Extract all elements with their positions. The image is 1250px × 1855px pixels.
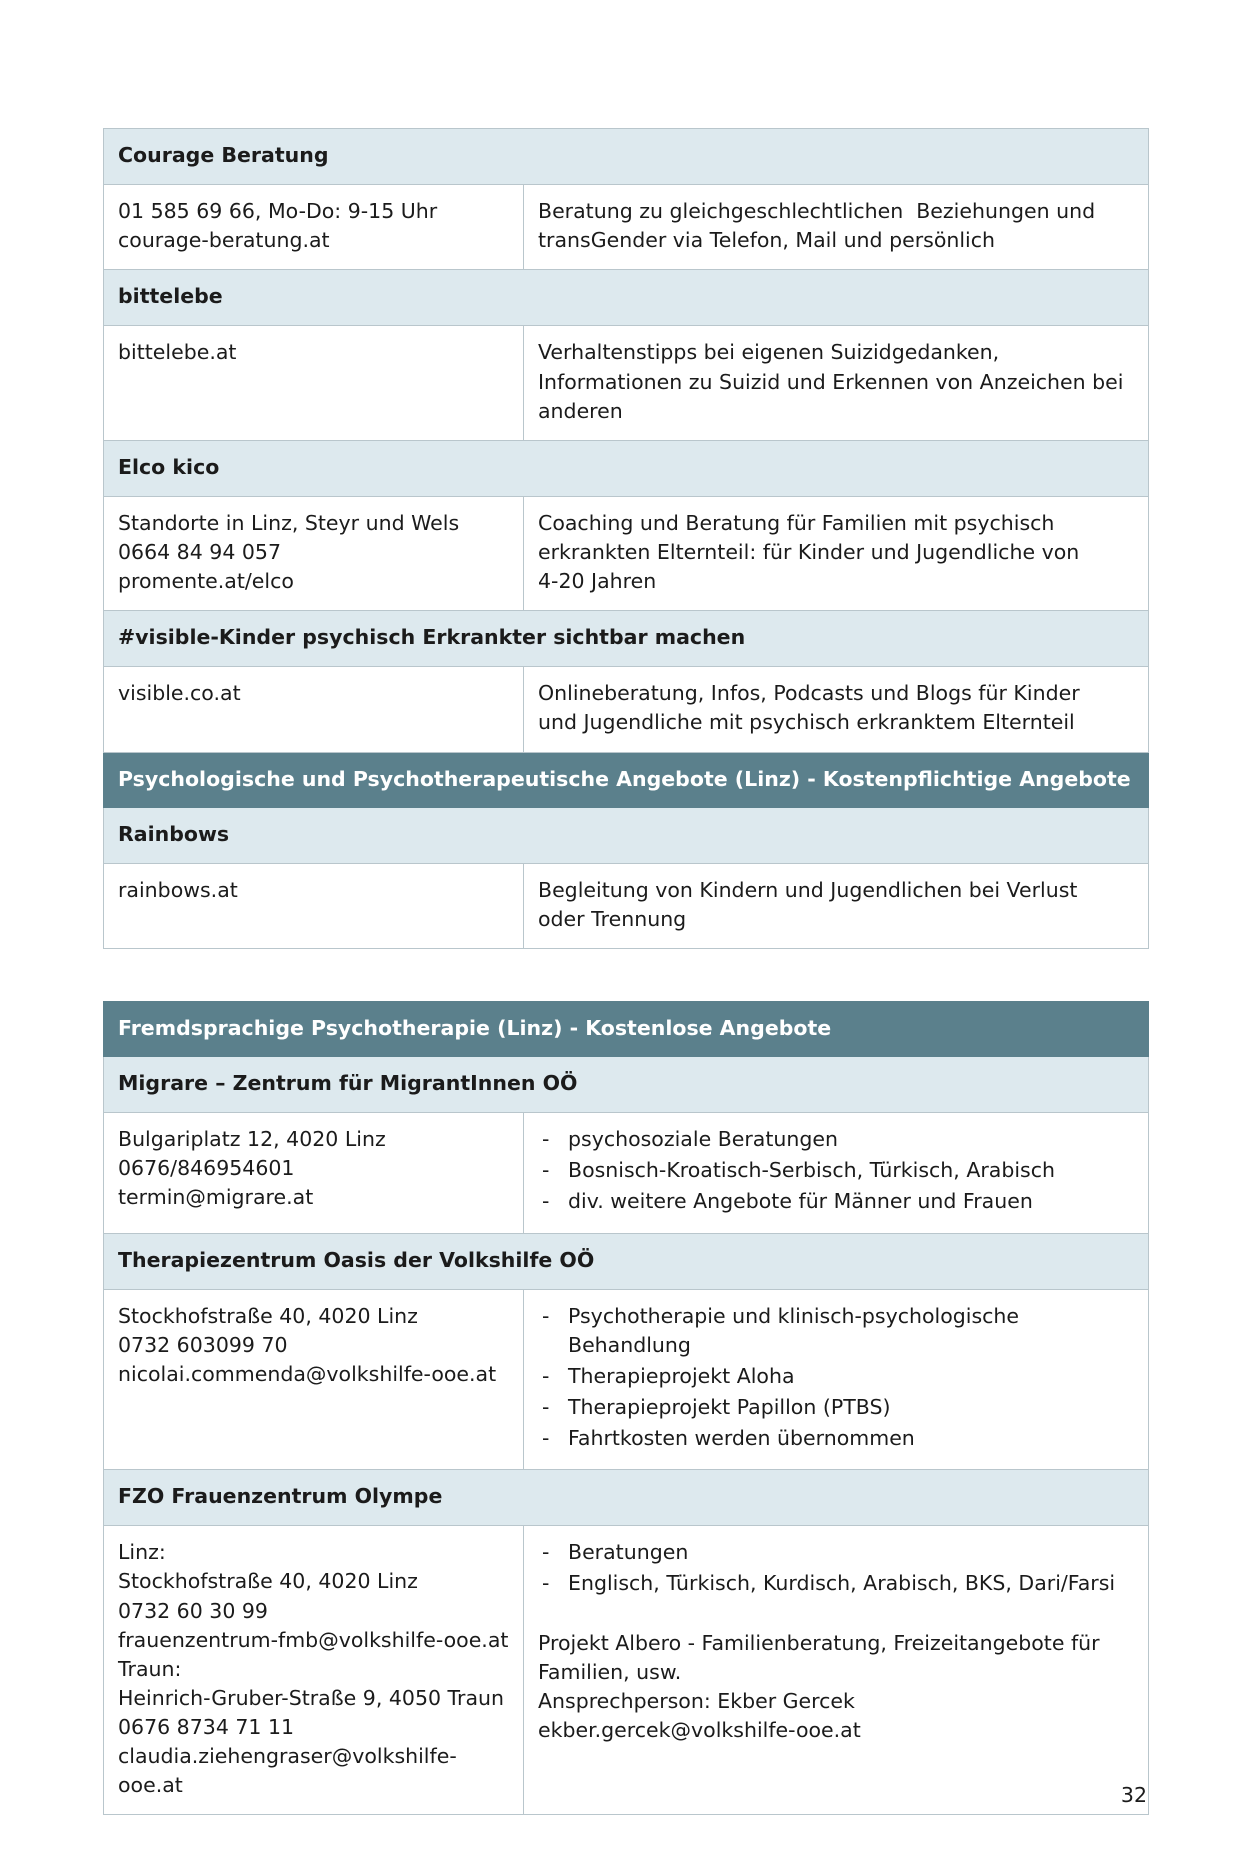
contact-line: 0676 8734 71 11 bbox=[118, 1714, 295, 1739]
list-item: - Therapieprojekt Aloha bbox=[538, 1362, 1134, 1391]
contact-line: Traun: bbox=[118, 1656, 182, 1681]
org-title: bittelebe bbox=[104, 270, 1149, 326]
detail-row bbox=[104, 326, 1149, 440]
description-line: transGender via Telefon, Mail und persönlich bbox=[538, 228, 996, 253]
offer-list bbox=[538, 1125, 1134, 1216]
description-line: 4-20 Jahren bbox=[538, 569, 657, 594]
contact-line: 0664 84 94 057 bbox=[118, 539, 282, 564]
org-header-row bbox=[104, 611, 1149, 667]
description-line: und Jugendliche mit psychisch erkranktem Elternteil bbox=[538, 710, 1075, 735]
org-header-row bbox=[104, 129, 1149, 185]
description-line: Verhaltenstipps bei eigenen Suizidgedanken, bbox=[538, 340, 1000, 365]
contact-line: visible.co.at bbox=[118, 681, 241, 706]
description-cell bbox=[524, 496, 1149, 610]
detail-row bbox=[104, 863, 1149, 948]
contact-cell bbox=[104, 326, 524, 440]
offer-list bbox=[538, 1302, 1134, 1454]
org-title: #visible-Kinder psychisch Erkrankter sichtbar machen bbox=[104, 611, 1149, 667]
detail-row bbox=[104, 1289, 1149, 1470]
contact-cell bbox=[104, 496, 524, 610]
description-line: oder Trennung bbox=[538, 906, 687, 931]
contact-line: Bulgariplatz 12, 4020 Linz bbox=[118, 1127, 386, 1152]
section-title: Fremdsprachige Psychotherapie (Linz) - Kostenlose Angebote bbox=[104, 1001, 1149, 1056]
list-item: - Englisch, Türkisch, Kurdisch, Arabisch, BKS, Dari/Farsi bbox=[538, 1569, 1134, 1598]
table1-body bbox=[104, 129, 1149, 949]
contact-cell bbox=[104, 1526, 524, 1815]
contact-line: Stockhofstraße 40, 4020 Linz bbox=[118, 1303, 418, 1328]
org-header-row bbox=[104, 1057, 1149, 1113]
contact-cell bbox=[104, 1289, 524, 1470]
org-header-row bbox=[104, 270, 1149, 326]
table-fremdsprachige-psychotherapie bbox=[103, 1001, 1149, 1815]
page-number: 32 bbox=[1120, 1783, 1147, 1808]
contact-cell bbox=[104, 863, 524, 948]
detail-row bbox=[104, 667, 1149, 752]
org-title: Therapiezentrum Oasis der Volkshilfe OÖ bbox=[104, 1233, 1149, 1289]
contact-line: 01 585 69 66, Mo-Do: 9-15 Uhr bbox=[118, 199, 438, 224]
project-line: Familien, usw. bbox=[538, 1659, 682, 1684]
section-title: Psychologische und Psychotherapeutische Angebote (Linz) - Kostenpflichtige Angebote bbox=[104, 752, 1149, 807]
section-header-row bbox=[104, 1001, 1149, 1056]
org-title: Elco kico bbox=[104, 440, 1149, 496]
contact-cell bbox=[104, 1113, 524, 1233]
project-line: Projekt Albero - Familienberatung, Freizeitangebote für bbox=[538, 1630, 1100, 1655]
description-line: Coaching und Beratung für Familien mit psychisch bbox=[538, 510, 1055, 535]
description-cell bbox=[524, 326, 1149, 440]
contact-line: 0732 60 30 99 bbox=[118, 1598, 268, 1623]
section-header-row bbox=[104, 752, 1149, 807]
table2-body bbox=[104, 1001, 1149, 1814]
contact-line: termin@migrare.at bbox=[118, 1185, 314, 1210]
spacer bbox=[538, 1601, 1134, 1629]
description-line: anderen bbox=[538, 398, 623, 423]
contact-line: claudia.ziehengraser@volkshilfe-ooe.at bbox=[118, 1744, 457, 1798]
description-cell bbox=[524, 1289, 1149, 1470]
list-item: - Beratungen bbox=[538, 1538, 1134, 1567]
contact-line: Linz: bbox=[118, 1540, 166, 1565]
description-cell bbox=[524, 185, 1149, 270]
contact-person: Ansprechperson: Ekber Gercek bbox=[538, 1688, 855, 1713]
org-header-row bbox=[104, 1470, 1149, 1526]
description-line: Onlineberatung, Infos, Podcasts und Blogs für Kinder bbox=[538, 681, 1080, 706]
org-title: Rainbows bbox=[104, 807, 1149, 863]
offer-list bbox=[538, 1538, 1134, 1598]
contact-email: ekber.gercek@volkshilfe-ooe.at bbox=[538, 1717, 861, 1742]
description-cell bbox=[524, 863, 1149, 948]
list-item: - Bosnisch-Kroatisch-Serbisch, Türkisch, Arabisch bbox=[538, 1156, 1134, 1185]
contact-cell bbox=[104, 185, 524, 270]
contact-line: 0732 603099 70 bbox=[118, 1332, 288, 1357]
list-item: - psychosoziale Beratungen bbox=[538, 1125, 1134, 1154]
description-line: Beratung zu gleichgeschlechtlichen Beziehungen und bbox=[538, 199, 1096, 224]
list-item: - Psychotherapie und klinisch-psychologische Behandlung bbox=[538, 1302, 1134, 1360]
description-line: Informationen zu Suizid und Erkennen von Anzeichen bei bbox=[538, 369, 1124, 394]
contact-line: bittelebe.at bbox=[118, 340, 237, 365]
detail-row bbox=[104, 185, 1149, 270]
contact-line: Heinrich-Gruber-Straße 9, 4050 Traun bbox=[118, 1685, 505, 1710]
contact-line: 0676/846954601 bbox=[118, 1156, 295, 1181]
detail-row bbox=[104, 1526, 1149, 1815]
contact-line: frauenzentrum-fmb@volkshilfe-ooe.at bbox=[118, 1627, 509, 1652]
description-line: erkrankten Elternteil: für Kinder und Jugendliche von bbox=[538, 539, 1080, 564]
org-header-row bbox=[104, 440, 1149, 496]
description-line: Begleitung von Kindern und Jugendlichen bei Verlust bbox=[538, 877, 1078, 902]
table-psychologische-angebote bbox=[103, 128, 1149, 949]
org-header-row bbox=[104, 1233, 1149, 1289]
contact-line: promente.at/elco bbox=[118, 569, 294, 594]
contact-cell bbox=[104, 667, 524, 752]
list-item: - div. weitere Angebote für Männer und Frauen bbox=[538, 1187, 1134, 1216]
contact-line: courage-beratung.at bbox=[118, 228, 330, 253]
org-title: FZO Frauenzentrum Olympe bbox=[104, 1470, 1149, 1526]
contact-line: Standorte in Linz, Steyr und Wels bbox=[118, 510, 460, 535]
list-item: - Fahrtkosten werden übernommen bbox=[538, 1424, 1134, 1453]
org-title: Migrare – Zentrum für MigrantInnen OÖ bbox=[104, 1057, 1149, 1113]
description-cell bbox=[524, 667, 1149, 752]
description-cell bbox=[524, 1526, 1149, 1815]
description-cell bbox=[524, 1113, 1149, 1233]
org-title: Courage Beratung bbox=[104, 129, 1149, 185]
list-item: - Therapieprojekt Papillon (PTBS) bbox=[538, 1393, 1134, 1422]
contact-line: nicolai.commenda@volkshilfe-ooe.at bbox=[118, 1361, 497, 1386]
project-info bbox=[538, 1629, 1134, 1745]
contact-line: rainbows.at bbox=[118, 877, 238, 902]
contact-line: Stockhofstraße 40, 4020 Linz bbox=[118, 1569, 418, 1594]
detail-row bbox=[104, 1113, 1149, 1233]
org-header-row bbox=[104, 807, 1149, 863]
detail-row bbox=[104, 496, 1149, 610]
